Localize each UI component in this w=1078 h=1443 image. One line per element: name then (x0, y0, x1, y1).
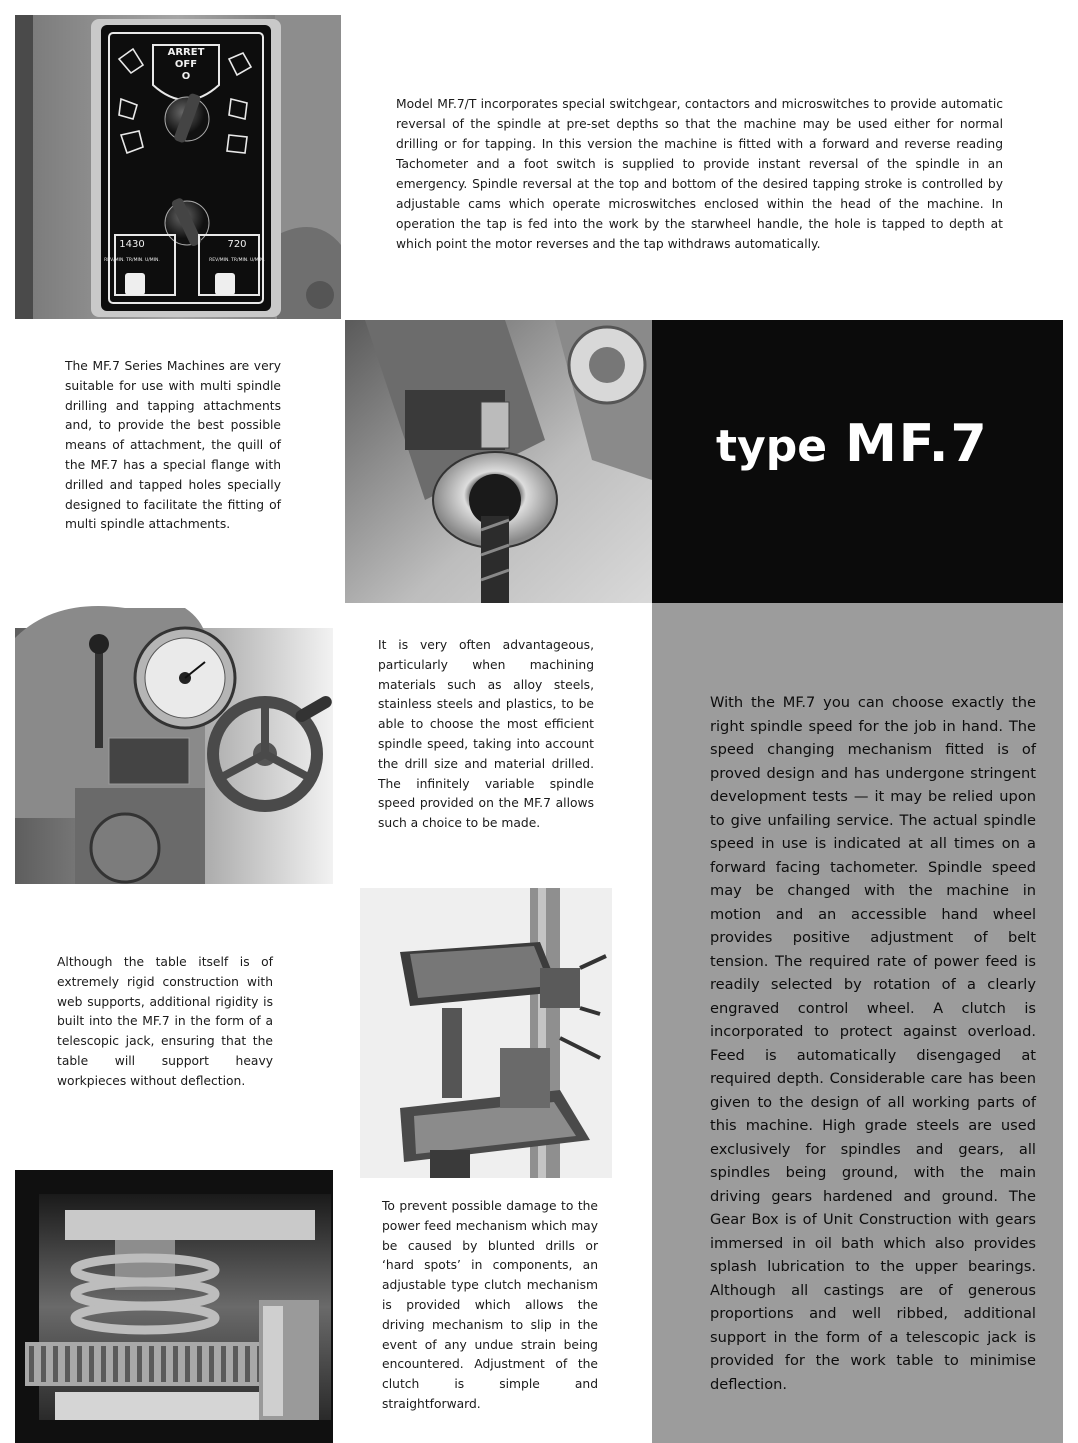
drill-table-photo (360, 888, 612, 1178)
zero-label: O (181, 71, 191, 82)
main-paragraph: With the MF.7 you can choose exactly the right spindle speed for the job in hand. The speed changing mechanism fitted is of proved design and has undergone stringent development tests — it may be relied upon to give unfailing service. The actual spindle speed in use is indicated at all times on a forward facing tachometer. Spindle speed may be changed with the machine in motion and an accessible hand wheel provides positive adjustment of belt tension. The required rate of power feed is readily selected by rotation of a clearly engraved control wheel. A clutch is incorporated to protect against overload. Feed is automatically disengaged at required depth. Considerable care has been given to the design of all working parts of this machine. High grade steels are used exclusively for spindles and gears, all spindles being ground, with the main driving gears hardened and ground. The Gear Box is of Unit Construction with gears immersed in oil bath which also provides splash lubrication to the upper bearings. Although all castings are of generous proportions and well ribbed, additional support in the form of a telescopic jack is provided for the work table to minimise deflection. (710, 694, 1036, 1393)
product-title (716, 414, 989, 474)
clutch-spring-photo (15, 1170, 333, 1443)
speed-paragraph: It is very often advantageous, particularly when machining materials such as alloy steels, stainless steels and plastics, to be able to choose the most efficient spindle speed, taking into account the drill size and material drilled. The infinitely variable spindle speed provided on the MF.7 allows such a choice to be made. (378, 638, 594, 831)
model-word: MF.7 (845, 414, 989, 474)
table-paragraph: Although the table itself is of extremely rigid construction with web supports, additional rigidity is built into the MF.7 in the form of a telescopic jack, ensuring that the table will support heavy workpieces without deflection. (57, 955, 273, 1088)
off-label: OFF (174, 59, 198, 70)
switch-panel-photo (15, 15, 341, 319)
speed-units-right: REV/MIN. TR/MIN. U/MIN. (209, 258, 265, 263)
speed-high-value: 720 (227, 239, 247, 250)
speed-low-value: 1430 (119, 239, 145, 250)
speed-units-left: REV/MIN. TR/MIN. U/MIN. (104, 258, 160, 263)
clutch-paragraph: To prevent possible damage to the power feed mechanism which may be caused by blunted drills or ‘hard spots’ in components, an adjustable type clutch mechanism is provided which allows the driving mechanism to slip in the event of any undue strain being encountered. Adjustment of the clutch is simple and straightforward. (382, 1199, 598, 1411)
arret-label: ARRET (167, 47, 205, 58)
intro-paragraph: Model MF.7/T incorporates special switchgear, contactors and microswitches to provide automatic reversal of the spindle at pre-set depths so that the machine may be used either for normal drilling or for tapping. In this version the machine is fitted with a forward and reverse reading Tachometer and a foot switch is supplied to provide instant reversal of the spindle in an emergency. Spindle reversal at the top and bottom of the desired tapping stroke is controlled by adjustable cams which operate microswitches enclosed within the head of the machine. In operation the tap is fed into the work by the starwheel handle, the hole is tapped to depth at which point the motor reverses and the tap withdraws automatically. (396, 97, 1003, 251)
multi-spindle-paragraph: The MF.7 Series Machines are very suitable for use with multi spindle drilling and tapping attachments and, to provide the best possible means of attachment, the quill of the MF.7 has a special flange with drilled and tapped holes specially designed to facilitate the fitting of multi spindle attachments. (65, 359, 281, 532)
type-word: type (716, 421, 828, 472)
spindle-flange-photo (345, 320, 652, 603)
tachometer-handwheel-photo (15, 598, 333, 884)
